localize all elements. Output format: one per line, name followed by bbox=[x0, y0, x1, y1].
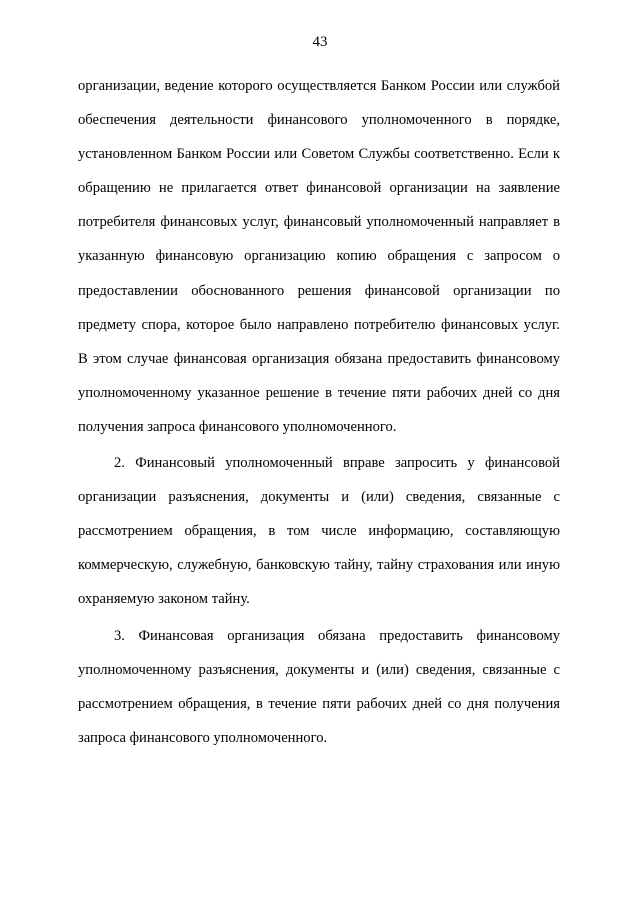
paragraph-continuation: организации, ведение которого осуществляется Банком России или службой обеспечения деятельности финансового уполномоченного в порядке, установленном Банком России или Советом Службы соответственно. Если к обращению не прилагается ответ финансовой организации на заявление потребителя финансовых услуг, финансовый уполномоченный направляет в указанную финансовую организацию копию обращения с запросом о предоставлении обоснованного решения финансовой организации по предмету спора, которое было направлено потребителю финансовых услуг. В этом случае финансовая организация обязана предоставить финансовому уполномоченному указанное решение в течение пяти рабочих дней со дня получения запроса финансового уполномоченного. bbox=[78, 78, 560, 435]
page-number: 43 bbox=[312, 34, 328, 50]
paragraph-item-2: 2. Финансовый уполномоченный вправе запросить у финансовой организации разъяснения, документы и (или) сведения, связанные с рассмотрением обращения, в том числе информацию, составляющую коммерческую, служебную, банковскую тайну, тайну страхования или иную охраняемую законом тайну. bbox=[78, 455, 560, 608]
document-body bbox=[78, 69, 560, 755]
paragraph-item-3: 3. Финансовая организация обязана предоставить финансовому уполномоченному разъяснения, документы и (или) сведения, связанные с рассмотрением обращения, в течение пяти рабочих дней со дня получения запроса финансового уполномоченного. bbox=[78, 627, 560, 746]
